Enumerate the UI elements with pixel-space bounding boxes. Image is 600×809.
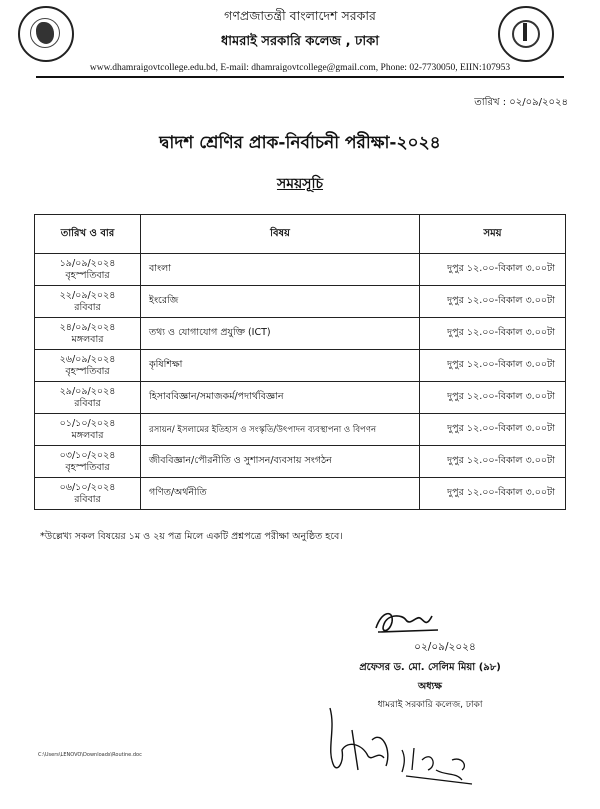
time-cell: দুপুর ১২.০০-বিকাল ৩.০০টা: [420, 350, 566, 382]
day-value: মঙ্গলবার: [71, 429, 104, 441]
time-cell: দুপুর ১২.০০-বিকাল ৩.০০টা: [420, 382, 566, 414]
principal-title: অধ্যক্ষ: [417, 681, 442, 692]
contact-info: www.dhamraigovtcollege.edu.bd, E-mail: dhamraigovtcollege@gmail.com, Phone: 02-7730050, EIIN:107953: [89, 63, 511, 73]
subject-cell: হিসাববিজ্ঞান/সমাজকর্ম/পদার্থবিজ্ঞান: [141, 382, 420, 414]
header-date: তারিখ ও বার: [35, 215, 141, 254]
date-value: ০৩/১০/২০২৪: [59, 449, 116, 461]
exam-note: *উল্লেখ্য সকল বিষয়ের ১ম ও ২য় পত্র মিলে একটি প্রশ্নপত্রে পরীক্ষা অনুষ্ঠিত হবে।: [40, 531, 343, 542]
day-value: বৃহস্পতিবার: [65, 461, 110, 473]
header-divider: [36, 76, 564, 78]
table-row: [35, 382, 566, 414]
time-cell: দুপুর ১২.০০-বিকাল ৩.০০টা: [420, 446, 566, 478]
table-row: [35, 350, 566, 382]
table-row: [35, 318, 566, 350]
subject-cell: কৃষিশিক্ষা: [141, 350, 420, 382]
issue-date: তারিখ : ০২/০৯/২০২৪: [474, 97, 568, 108]
signature-date: ০২/০৯/২০২৪: [414, 641, 476, 653]
date-cell: [35, 286, 141, 318]
date-value: ২৬/০৯/২০২৪: [59, 353, 116, 365]
header-time: সময়: [420, 215, 566, 254]
time-cell: দুপুর ১২.০০-বিকাল ৩.০০টা: [420, 286, 566, 318]
day-value: বৃহস্পতিবার: [65, 269, 110, 281]
date-cell: [35, 318, 141, 350]
table-row: [35, 286, 566, 318]
header-subject: বিষয়: [141, 215, 420, 254]
subject-cell: বাংলা: [141, 254, 420, 286]
time-cell: দুপুর ১২.০০-বিকাল ৩.০০টা: [420, 414, 566, 446]
time-cell: দুপুর ১২.০০-বিকাল ৩.০০টা: [420, 254, 566, 286]
day-value: মঙ্গলবার: [71, 333, 104, 345]
day-value: রবিবার: [74, 301, 101, 313]
day-value: রবিবার: [74, 493, 101, 505]
table-row: [35, 254, 566, 286]
date-cell: [35, 254, 141, 286]
schedule-title: সময়সূচি: [276, 176, 324, 192]
date-cell: [35, 478, 141, 510]
principal-college: ধামরাই সরকারি কলেজ, ঢাকা: [377, 700, 483, 710]
handwritten-date: [392, 740, 482, 790]
subject-cell: জীববিজ্ঞান/পৌরনীতি ও সুশাসন/ব্যবসায় সংগঠন: [141, 446, 420, 478]
college-name: ধামরাই সরকারি কলেজ , ঢাকা: [220, 34, 380, 49]
date-value: ২২/০৯/২০২৪: [59, 289, 116, 301]
signature-drawing: [372, 606, 442, 638]
time-cell: দুপুর ১২.০০-বিকাল ৩.০০টা: [420, 318, 566, 350]
time-cell: দুপুর ১২.০০-বিকাল ৩.০০টা: [420, 478, 566, 510]
date-value: ০৬/১০/২০২৪: [59, 481, 116, 493]
schedule-table: [34, 214, 566, 510]
table-row: [35, 446, 566, 478]
subject-cell: গণিত/অর্থনীতি: [141, 478, 420, 510]
table-header-row: [35, 215, 566, 254]
subject-cell: ইংরেজি: [141, 286, 420, 318]
exam-title: দ্বাদশ শ্রেণির প্রাক-নির্বাচনী পরীক্ষা-২০২৪: [159, 133, 441, 153]
date-value: ২৯/০৯/২০২৪: [59, 385, 116, 397]
date-cell: [35, 446, 141, 478]
date-value: ২৪/০৯/২০২৪: [59, 321, 116, 333]
day-value: বৃহস্পতিবার: [65, 365, 110, 377]
date-value: ১৯/০৯/২০২৪: [59, 257, 116, 269]
table-row: [35, 478, 566, 510]
table-row: [35, 414, 566, 446]
date-cell: [35, 414, 141, 446]
government-name: গণপ্রজাতন্ত্রী বাংলাদেশ সরকার: [224, 8, 376, 23]
date-value: ০১/১০/২০২৪: [59, 417, 116, 429]
subject-cell: রসায়ন/ ইসলামের ইতিহাস ও সংস্কৃতি/উৎপাদন ব্যবস্থাপনা ও বিপণন: [141, 414, 420, 446]
file-path: C:\Users\LENOVO\Downloads\Routine.doc: [38, 752, 142, 758]
date-cell: [35, 350, 141, 382]
day-value: রবিবার: [74, 397, 101, 409]
principal-name: প্রফেসর ড. মো. সেলিম মিয়া (৯৮): [359, 662, 501, 673]
date-cell: [35, 382, 141, 414]
subject-cell: তথ্য ও যোগাযোগ প্রযুক্তি (ICT): [141, 318, 420, 350]
